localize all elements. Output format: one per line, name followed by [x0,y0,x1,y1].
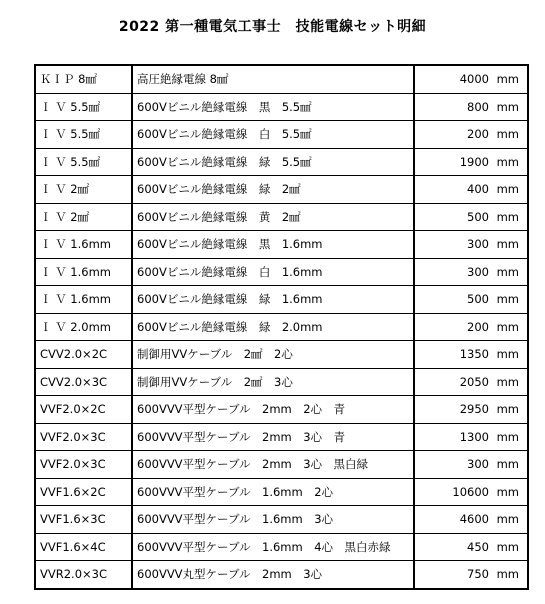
wire-code-cell: Ｉ Ｖ 1.6mm [35,231,132,259]
table-row [35,231,528,259]
length-unit: mm [496,512,519,527]
length-value: 1900 [459,154,489,169]
wire-description-cell: 600VVV平型ケーブル 2mm 3心 黒白緑 [132,451,414,479]
length-value: 2950 [459,402,489,417]
table-row [35,286,528,314]
length-cell [414,286,528,314]
wire-description-cell: 制御用VVケーブル 2㎟ 2心 [132,341,414,369]
length-unit: mm [496,319,519,334]
wire-code-cell: Ｉ Ｖ 2㎟ [35,176,132,204]
length-unit: mm [496,347,519,362]
length-cell [414,423,528,451]
wire-code-cell: Ｉ Ｖ 5.5㎟ [35,93,132,121]
wire-code-cell: Ｉ Ｖ 5.5㎟ [35,148,132,176]
wire-description-cell: 600Vビニル絶縁電線 黒 5.5㎟ [132,93,414,121]
length-cell [414,148,528,176]
wire-code-cell: CVV2.0×2C [35,341,132,369]
length-unit: mm [496,374,519,389]
length-unit: mm [496,127,519,142]
wire-code-cell: Ｉ Ｖ 1.6mm [35,286,132,314]
length-unit: mm [496,154,519,169]
length-value: 400 [467,182,489,197]
length-value: 1300 [459,429,489,444]
table-row [35,203,528,231]
wire-code-cell: Ｉ Ｖ 1.6mm [35,258,132,286]
length-cell [414,396,528,424]
length-value: 2050 [459,374,489,389]
length-value: 500 [467,292,489,307]
length-unit: mm [496,72,519,87]
wire-description-cell: 600Vビニル絶縁電線 黒 1.6mm [132,231,414,259]
table-row [35,396,528,424]
table-row [35,561,528,589]
length-unit: mm [496,567,519,582]
wire-description-cell: 600Vビニル絶縁電線 白 5.5㎟ [132,121,414,149]
length-cell [414,176,528,204]
wire-code-cell: VVF1.6×3C [35,506,132,534]
length-value: 1350 [459,347,489,362]
wire-code-cell: Ｉ Ｖ 5.5㎟ [35,121,132,149]
wire-code-cell: Ｉ Ｖ 2㎟ [35,203,132,231]
table-row [35,368,528,396]
wire-code-cell: CVV2.0×3C [35,368,132,396]
length-cell [414,561,528,589]
table-row [35,258,528,286]
page-title: 2022 第一種電気工事士 技能電線セット明細 [118,19,427,35]
table-row [35,423,528,451]
wire-description-cell: 高圧絶縁電線 8㎟ [132,65,414,93]
length-cell [414,93,528,121]
length-value: 800 [467,99,489,114]
length-value: 750 [467,567,489,582]
wire-description-cell: 600VVV平型ケーブル 1.6mm 2心 [132,478,414,506]
wire-description-cell: 600Vビニル絶縁電線 黄 2㎟ [132,203,414,231]
table-row [35,121,528,149]
length-value: 200 [467,127,489,142]
wire-set-table [34,64,529,590]
wire-code-cell: VVF2.0×3C [35,423,132,451]
length-unit: mm [496,484,519,499]
length-value: 300 [467,237,489,252]
length-cell [414,231,528,259]
wire-code-cell: VVF1.6×2C [35,478,132,506]
wire-code-cell: ＫＩＰ 8㎟ [35,65,132,93]
length-cell [414,533,528,561]
wire-description-cell: 600VVV平型ケーブル 1.6mm 4心 黒白赤緑 [132,533,414,561]
wire-code-cell: Ｉ Ｖ 2.0mm [35,313,132,341]
length-cell [414,121,528,149]
length-unit: mm [496,264,519,279]
wire-code-cell: VVF2.0×3C [35,451,132,479]
length-cell [414,341,528,369]
table-row [35,313,528,341]
length-cell [414,451,528,479]
length-unit: mm [496,457,519,472]
wire-description-cell: 600Vビニル絶縁電線 緑 5.5㎟ [132,148,414,176]
table-row [35,93,528,121]
length-cell [414,258,528,286]
table-row [35,478,528,506]
length-unit: mm [496,539,519,554]
table-row [35,341,528,369]
table-row [35,176,528,204]
table-row [35,65,528,93]
length-value: 200 [467,319,489,334]
wire-code-cell: VVF1.6×4C [35,533,132,561]
length-value: 500 [467,209,489,224]
length-value: 450 [467,539,489,554]
length-unit: mm [496,99,519,114]
wire-code-cell: VVF2.0×2C [35,396,132,424]
wire-description-cell: 600Vビニル絶縁電線 緑 1.6mm [132,286,414,314]
length-cell [414,368,528,396]
wire-description-cell: 600VVV平型ケーブル 2mm 2心 青 [132,396,414,424]
length-unit: mm [496,209,519,224]
table-row [35,148,528,176]
length-unit: mm [496,292,519,307]
wire-description-cell: 600Vビニル絶縁電線 緑 2.0mm [132,313,414,341]
wire-description-cell: 600VVV丸型ケーブル 2mm 3心 [132,561,414,589]
length-unit: mm [496,402,519,417]
length-cell [414,203,528,231]
wire-description-cell: 制御用VVケーブル 2㎟ 3心 [132,368,414,396]
wire-description-cell: 600VVV平型ケーブル 1.6mm 3心 [132,506,414,534]
table-row [35,533,528,561]
wire-description-cell: 600VVV平型ケーブル 2mm 3心 青 [132,423,414,451]
table-body [35,65,528,589]
wire-description-cell: 600Vビニル絶縁電線 白 1.6mm [132,258,414,286]
table-row [35,506,528,534]
length-value: 300 [467,264,489,279]
length-value: 10600 [452,484,489,499]
length-value: 4000 [459,72,489,87]
length-unit: mm [496,237,519,252]
length-unit: mm [496,429,519,444]
wire-code-cell: VVR2.0×3C [35,561,132,589]
table-row [35,451,528,479]
length-cell [414,65,528,93]
length-cell [414,506,528,534]
length-value: 4600 [459,512,489,527]
length-unit: mm [496,182,519,197]
wire-description-cell: 600Vビニル絶縁電線 緑 2㎟ [132,176,414,204]
length-cell [414,478,528,506]
length-cell [414,313,528,341]
length-value: 300 [467,457,489,472]
